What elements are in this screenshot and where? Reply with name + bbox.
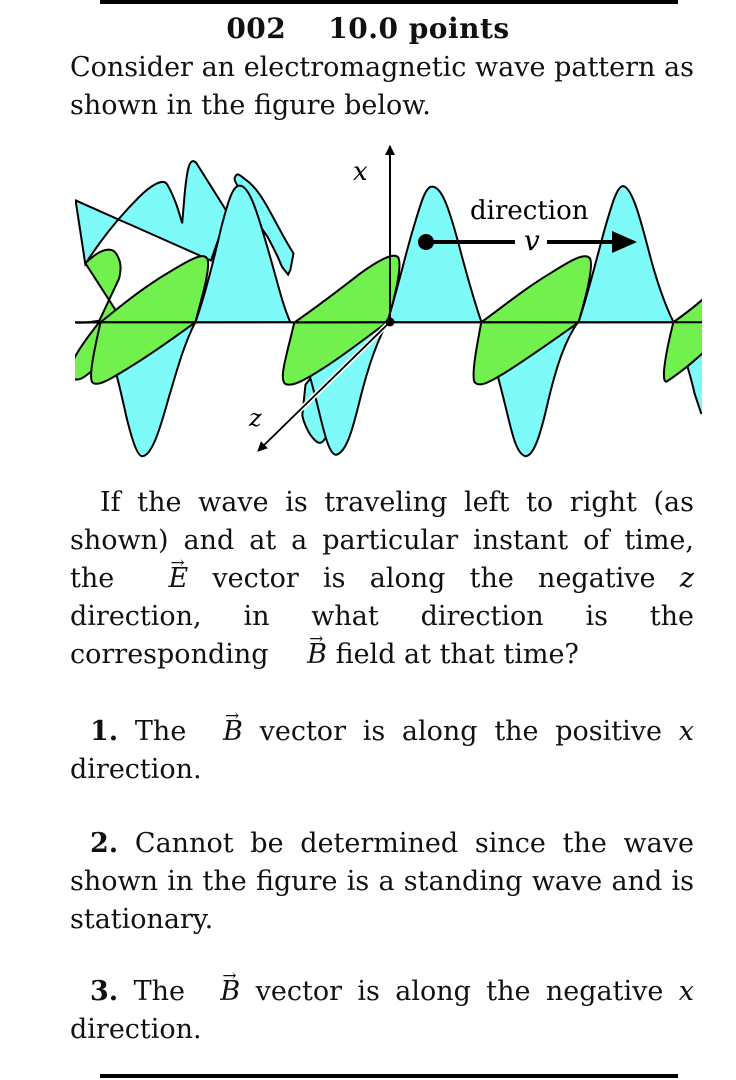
answer-option-2[interactable]: 2. Cannot be determined since the wave shown in the figure is a standing wave and is stationary. — [70, 828, 694, 935]
z-variable: z — [679, 563, 694, 594]
option-number: 1. — [90, 716, 119, 747]
answer-option-3[interactable]: 3. The → B vector is along the negative x direction. — [70, 973, 694, 1049]
problem-number: 002 — [226, 12, 287, 45]
question-text: If the wave is traveling left to right (as shown) and at a particular instant of time, the → E vector is along the negative z direction, in what direction is the corresponding → B field at that time? — [70, 484, 694, 674]
top-rule — [100, 0, 678, 4]
b-vector-symbol: → B — [200, 973, 240, 1011]
problem-header — [0, 12, 736, 45]
em-wave-figure — [60, 140, 710, 470]
direction-label: direction — [470, 196, 589, 226]
problem-points: 10.0 points — [328, 12, 510, 45]
answer-option-1[interactable]: 1. The → B vector is along the positive x direction. — [70, 713, 694, 789]
bottom-rule — [100, 1074, 678, 1078]
b-vector-symbol: → B — [277, 636, 327, 674]
option-number: 2. — [90, 828, 119, 859]
origin-dot — [386, 318, 395, 327]
problem-intro: Consider an electromagnetic wave pattern as shown in the figure below. — [70, 52, 694, 121]
x-axis-label: x — [353, 157, 368, 187]
velocity-label: v — [524, 224, 540, 257]
b-vector-symbol: → B — [203, 713, 243, 751]
z-axis-label: z — [249, 404, 262, 432]
e-vector-symbol: → E — [138, 560, 188, 598]
x-variable: x — [678, 716, 694, 747]
x-variable: x — [678, 976, 695, 1007]
option-number: 3. — [90, 976, 119, 1007]
